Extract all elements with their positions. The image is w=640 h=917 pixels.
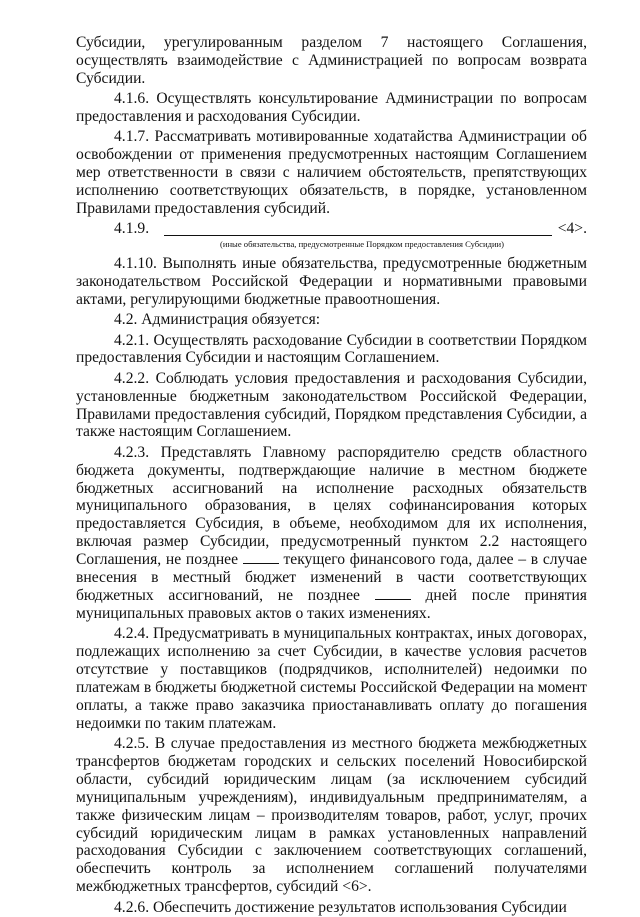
paragraph-4-2-4: 4.2.4. Предусматривать в муниципальных контрактах, иных договорах, подлежащих исполнению за счет Субсидии, в качестве условия расчетов отсутствие у поставщиков (подрядчиков, исполнителей) недоимки по платежам в бюджеты бюджетной системы Российской Федерации на момент оплаты, а также право заказчика приостанавливать оплату до погашения недоимки по таким платежам. [76, 625, 587, 732]
paragraph-4-2-3-part-b: текущего финансового года, далее – в случае внесения в местный бюджет изменений в части соответствующих бюджетных ассигнований, не позднее [76, 551, 588, 605]
paragraph-4-1-10: 4.1.10. Выполнять иные обязательства, предусмотренные бюджетным законодательством Российской Федерации и нормативными правовыми актами, регулирующими бюджетные правоотношения. [76, 255, 587, 308]
paragraph-4-1-7: 4.1.7. Рассматривать мотивированные ходатайства Администрации об освобождении от применения предусмотренных настоящим Соглашением мер ответственности в связи с наличием обстоятельств, препятствующих исполнению соответствующих обязательств, в порядке, установленном Правилами предоставления субсидий. [76, 128, 587, 217]
blank-underline [243, 552, 279, 564]
paragraph-4-2-3-part-a: 4.2.3. Представлять Главному распорядителю средств областного бюджета документы, подтверждающие наличие в местном бюджете бюджетных ассигнований на исполнение расходных обязательств муниципального образования, в целях софинансирования которых предоставляется Субсидия, в объеме, необходимом для их исполнения, включая размер Субсидии, предусмотренный пунктом 2.2 настоящего Соглашения, не позднее [76, 443, 587, 569]
paragraph-4-2-3 [76, 444, 587, 623]
fill-in-line [164, 221, 552, 236]
fill-in-caption: (иные обязательства, предусмотренные Порядком предоставления Субсидии) [219, 239, 505, 250]
paragraph-4-2-6: 4.2.6. Обеспечить достижение результатов использования Субсидии [114, 898, 567, 916]
paragraph-4-2: 4.2. Администрация обязуется: [114, 311, 321, 329]
paragraph-4-1-6: 4.1.6. Осуществлять консультирование Администрации по вопросам предоставления и расходования Субсидии. [76, 90, 587, 126]
clause-number: 4.1.9. [114, 220, 150, 238]
paragraph-4-2-2: 4.2.2. Соблюдать условия предоставления и расходования Субсидии, установленные бюджетным законодательством Российской Федерации, Правилами предоставления субсидий, Порядком представления Субсидии, а также настоящим Соглашением. [76, 369, 587, 441]
blank-underline [375, 588, 411, 600]
paragraph-continuation: Субсидии, урегулированным разделом 7 настоящего Соглашения, осуществлять взаимодействие с Администрацией по вопросам возврата Субсидии. [76, 34, 587, 87]
paragraph-4-2-5: 4.2.5. В случае предоставления из местного бюджета межбюджетных трансфертов бюджетам городских и сельских поселений Новосибирской области, субсидий юридическим лицам (за исключением субсидий муниципальным учреждениям), индивидуальным предпринимателям, а также физическим лицам – производителям товаров, работ, услуг, прочих субсидий юридическим лицам в рамках установленных направлений расходования Субсидии с заключением соответствующих соглашений, обеспечить контроль за исполнением соглашений получателями межбюджетных трансфертов, субсидий <6>. [76, 735, 587, 896]
paragraph-4-2-1: 4.2.1. Осуществлять расходование Субсидии в соответствии Порядком предоставления Субсидии и настоящим Соглашением. [76, 331, 587, 367]
paragraph-4-1-9 [76, 220, 587, 238]
footnote-reference: <4>. [557, 220, 587, 238]
paragraph-4-2-3-part-c: дней после принятия муниципальных правовых актов о таких изменениях. [76, 587, 587, 622]
